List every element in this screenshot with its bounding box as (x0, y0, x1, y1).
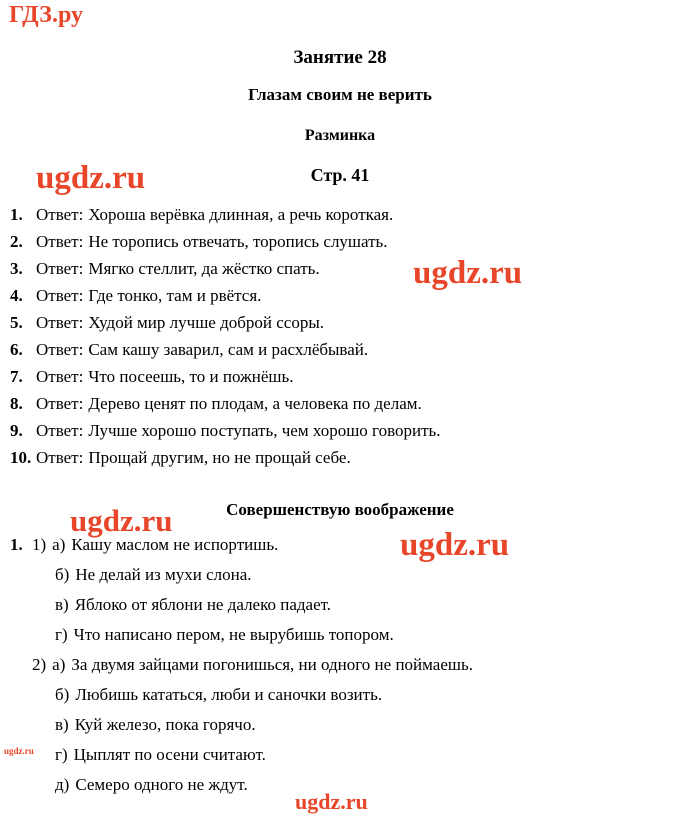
item-text: Яблоко от яблони не далеко падает. (74, 595, 332, 614)
answer-number: 1. (10, 205, 23, 224)
item-text: Куй железо, пока горячо. (74, 715, 256, 734)
group-marker: 2) (32, 655, 47, 674)
list-item (10, 745, 675, 775)
answer-label: Ответ: (36, 232, 84, 251)
answer-number: 6. (10, 340, 23, 359)
item-label: г) (55, 745, 68, 764)
answer-text: Сам кашу заварил, сам и расхлёбывай. (88, 340, 369, 359)
answer-text: Что посеешь, то и пожнёшь. (88, 367, 294, 386)
watermark-mid-right: ugdz.ru (413, 255, 523, 291)
answer-text: Где тонко, там и рвётся. (88, 286, 262, 305)
answer-label: Ответ: (36, 394, 84, 413)
list-item (10, 340, 670, 367)
list-item (10, 313, 670, 340)
item-label: б) (55, 565, 70, 584)
watermark-top-left: ГДЗ.ру (9, 2, 83, 28)
item-text: Семеро одного не ждут. (75, 775, 248, 794)
section-title-imagination: Совершенствую воображение (226, 500, 454, 519)
answer-text: Худой мир лучше доброй ссоры. (88, 313, 324, 332)
group-marker: 1) (32, 535, 47, 554)
list-item (10, 775, 675, 805)
section-title-warmup: Разминка (304, 127, 376, 144)
answer-label: Ответ: (36, 367, 84, 386)
list-item (10, 625, 675, 655)
list-item (10, 259, 670, 286)
item-label: г) (55, 625, 68, 644)
list-item (10, 448, 670, 475)
list-item (10, 367, 670, 394)
answer-text: Мягко стеллит, да жёстко спать. (88, 259, 320, 278)
list-item (10, 655, 675, 685)
answer-text: Не торопись отвечать, торопись слушать. (88, 232, 388, 251)
list-item (10, 685, 675, 715)
list-item (10, 394, 670, 421)
exercise-number: 1. (10, 535, 23, 554)
answer-number: 2. (10, 232, 23, 251)
watermark-bottom: ugdz.ru (295, 789, 368, 814)
answer-label: Ответ: (36, 259, 84, 278)
list-item (10, 535, 675, 565)
answer-label: Ответ: (36, 448, 84, 467)
answer-label: Ответ: (36, 421, 84, 440)
answer-number: 7. (10, 367, 23, 386)
watermark-low-left: ugdz.ru (70, 503, 173, 538)
answer-text: Дерево ценят по плодам, а человека по делам. (88, 394, 422, 413)
answer-text: Лучше хорошо поступать, чем хорошо говорить. (88, 421, 441, 440)
answer-label: Ответ: (36, 286, 84, 305)
item-label: в) (55, 595, 69, 614)
item-text: Не делай из мухи слона. (75, 565, 252, 584)
answer-number: 3. (10, 259, 23, 278)
lesson-subtitle: Глазам своим не верить (248, 85, 432, 104)
item-label: а) (52, 655, 66, 674)
item-text: Что написано пером, не вырубишь топором. (73, 625, 394, 644)
answer-label: Ответ: (36, 205, 84, 224)
exercise-block (10, 535, 675, 805)
list-item (10, 715, 675, 745)
list-item (10, 232, 670, 259)
list-item (10, 565, 675, 595)
watermark-tiny: ugdz.ru (4, 746, 34, 756)
watermark-mid-left: ugdz.ru (36, 160, 146, 196)
answer-number: 9. (10, 421, 23, 440)
page-number-label: Стр. 41 (310, 165, 370, 185)
item-text: За двумя зайцами погонишься, ни одного не поймаешь. (71, 655, 473, 674)
item-text: Цыплят по осени считают. (73, 745, 266, 764)
list-item (10, 205, 670, 232)
answers-list (10, 205, 670, 475)
answer-number: 4. (10, 286, 23, 305)
item-text: Любишь кататься, люби и саночки возить. (75, 685, 383, 704)
item-label: в) (55, 715, 69, 734)
answer-number: 8. (10, 394, 23, 413)
list-item (10, 421, 670, 448)
watermark-low-right: ugdz.ru (400, 527, 510, 563)
item-label: б) (55, 685, 70, 704)
list-item (10, 286, 670, 313)
answer-number: 10. (10, 448, 32, 467)
answer-text: Прощай другим, но не прощай себе. (88, 448, 351, 467)
answer-label: Ответ: (36, 313, 84, 332)
item-text: Кашу маслом не испортишь. (71, 535, 279, 554)
answer-text: Хороша верёвка длинная, а речь короткая. (88, 205, 394, 224)
list-item (10, 595, 675, 625)
lesson-title: Занятие 28 (293, 47, 387, 68)
item-label: а) (52, 535, 66, 554)
answer-number: 5. (10, 313, 23, 332)
answer-label: Ответ: (36, 340, 84, 359)
item-label: д) (55, 775, 70, 794)
